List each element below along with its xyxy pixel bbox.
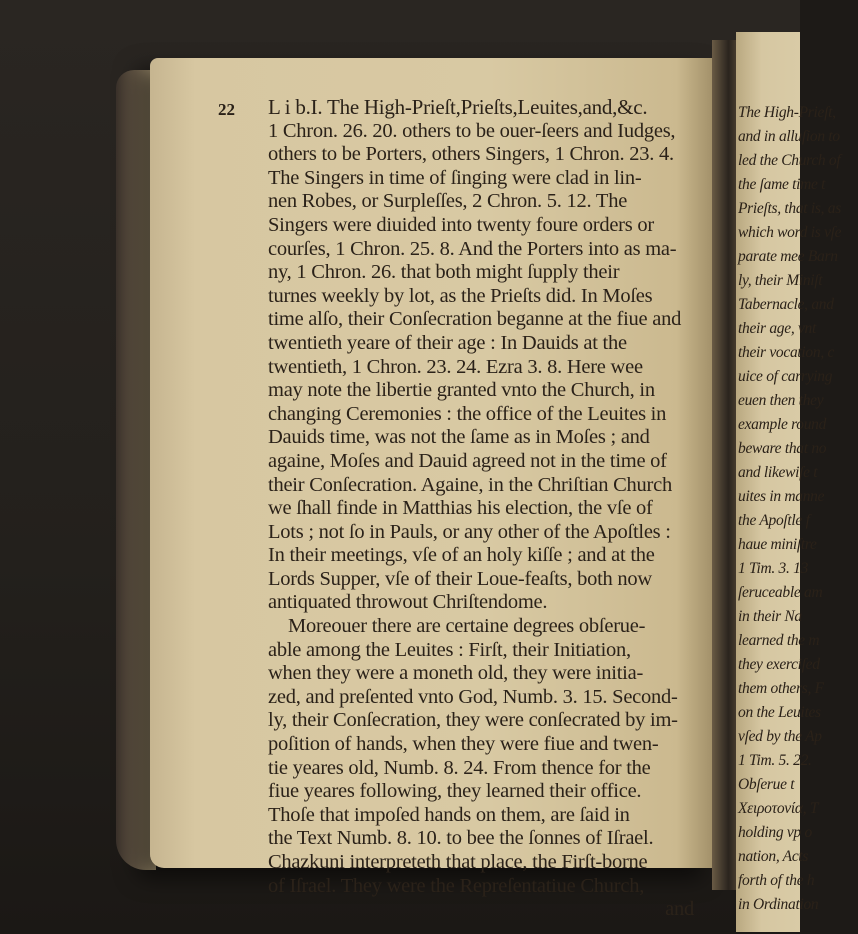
text-line: 1 Chron. 26. 20. others to be ouer-ſeers and Iudges,: [268, 119, 676, 142]
text-line: courſes, 1 Chron. 25. 8. And the Porters into as ma-: [268, 237, 677, 260]
text-line: time alſo, their Conſecration beganne at the fiue and: [268, 308, 682, 331]
facing-line: in Ordination: [738, 896, 819, 913]
text-line: twentieth yeare of their age : In Dauids at the: [268, 331, 627, 354]
text-line: when they were a moneth old, they were initia-: [268, 662, 644, 685]
text-line: antiquated throwout Chriſtendome.: [268, 591, 548, 614]
text-line: poſition of hands, when they were fiue and twen-: [268, 733, 659, 756]
facing-line: their vocation, c: [738, 344, 835, 361]
facing-line: uites in manne: [738, 488, 825, 505]
facing-line: the Apoſtle f: [738, 512, 810, 529]
text-line: their Conſecration. Againe, in the Chriſtian Church: [268, 473, 672, 496]
facing-line: haue miniſtre: [738, 536, 817, 553]
text-line: ly, their Conſecration, they were conſecrated by im-: [268, 709, 678, 732]
facing-line: beware that no: [738, 440, 827, 457]
text-line: others to be Porters, others Singers, 1 Chron. 23. 4.: [268, 143, 674, 166]
facing-line: uice of carrying: [738, 368, 833, 385]
facing-line: Χειροτονία, T: [738, 800, 819, 817]
facing-line: Prieſts, that is, as: [738, 200, 841, 217]
text-line: Chazkuni interpreteth that place, the Firſt-borne: [268, 851, 648, 873]
text-line: may note the libertie granted vnto the Church, in: [268, 379, 655, 402]
facing-line: led the Church of: [738, 152, 841, 169]
facing-line: The High-Prieſt,: [738, 104, 836, 121]
text-line: The Singers in time of ſinging were clad in lin-: [268, 166, 642, 189]
facing-line: parate mee Barn: [738, 248, 838, 265]
text-line: able among the Leuites : Firſt, their Initiation,: [268, 638, 631, 661]
main-text-block: [268, 96, 726, 922]
facing-line: learned the m: [738, 632, 820, 649]
text-line: the Text Numb. 8. 10. to bee the ſonnes of Iſrael.: [268, 827, 654, 850]
text-line: changing Ceremonies : the office of the Leuites in: [268, 402, 667, 425]
text-line: ny, 1 Chron. 26. that both might ſupply their: [268, 261, 620, 284]
facing-page: [736, 32, 842, 932]
facing-line: them others, F: [738, 680, 824, 697]
facing-line: forth of the h: [738, 872, 815, 889]
paragraph-start-line: Moreouer there are certaine degrees obſerue-: [288, 615, 646, 638]
facing-line: Tabernacle, and: [738, 296, 834, 313]
text-line: againe, Moſes and Dauid agreed not in the time of: [268, 449, 667, 472]
facing-line: euen then they: [738, 392, 824, 409]
facing-line: holding vp o: [738, 824, 812, 841]
text-line: Singers were diuided into twenty foure orders or: [268, 213, 654, 236]
facing-line: which word is vſe: [738, 224, 842, 241]
facing-line: their age, vnt: [738, 320, 817, 337]
facing-line: 1 Tim. 5. 22.: [738, 752, 812, 769]
text-line: of Iſrael. They were the Repreſentatiue Church,: [268, 874, 645, 897]
text-line: fiue yeares following, they learned their office.: [268, 780, 642, 803]
text-line: twentieth, 1 Chron. 23. 24. Ezra 3. 8. Here wee: [268, 355, 643, 378]
page-number: 22: [218, 100, 235, 119]
facing-line: the ſame time t: [738, 176, 826, 193]
facing-line: Obſerue t: [738, 776, 795, 793]
text-line: we ſhall finde in Matthias his election, the vſe of: [268, 497, 653, 520]
facing-line: 1 Tim. 3. 13: [738, 560, 809, 577]
facing-line: they exerciſed: [738, 656, 820, 673]
catchword: and: [665, 898, 694, 921]
text-line: Thoſe that impoſed hands on them, are ſaid in: [268, 803, 630, 826]
facing-line: ly, their Miniſt: [738, 272, 823, 289]
text-line: Dauids time, was not the ſame as in Moſes ; and: [268, 426, 650, 449]
text-line: zed, and preſented vnto God, Numb. 3. 15. Second-: [268, 685, 678, 708]
running-header: L i b.I. The High-Prieſt,Prieſts,Leuites,and,&c.: [268, 95, 648, 119]
facing-line: and likewiſe t: [738, 464, 818, 481]
text-line: Lots ; not ſo in Pauls, or any other of the Apoſtles :: [268, 520, 671, 543]
text-line: Lords Supper, vſe of their Loue-feaſts, both now: [268, 567, 652, 590]
text-line: nen Robes, or Surpleſſes, 2 Chron. 5. 12. The: [268, 190, 628, 213]
facing-line: ſeruceable am: [738, 584, 823, 601]
text-line: tie yeares old, Numb. 8. 24. From thence for the: [268, 756, 651, 779]
facing-line: in their Na: [738, 608, 802, 625]
facing-line: nation, Acts: [738, 848, 809, 865]
text-line: turnes weekly by lot, as the Prieſts did. In Moſes: [268, 284, 653, 307]
facing-line: vſed by the Ap: [738, 728, 822, 745]
facing-line: and in alluſion to: [738, 128, 840, 145]
text-line: In their meetings, vſe of an holy kiſſe ; and at the: [268, 544, 655, 567]
facing-line: on the Leuites: [738, 704, 821, 721]
facing-line: example round: [738, 416, 827, 433]
